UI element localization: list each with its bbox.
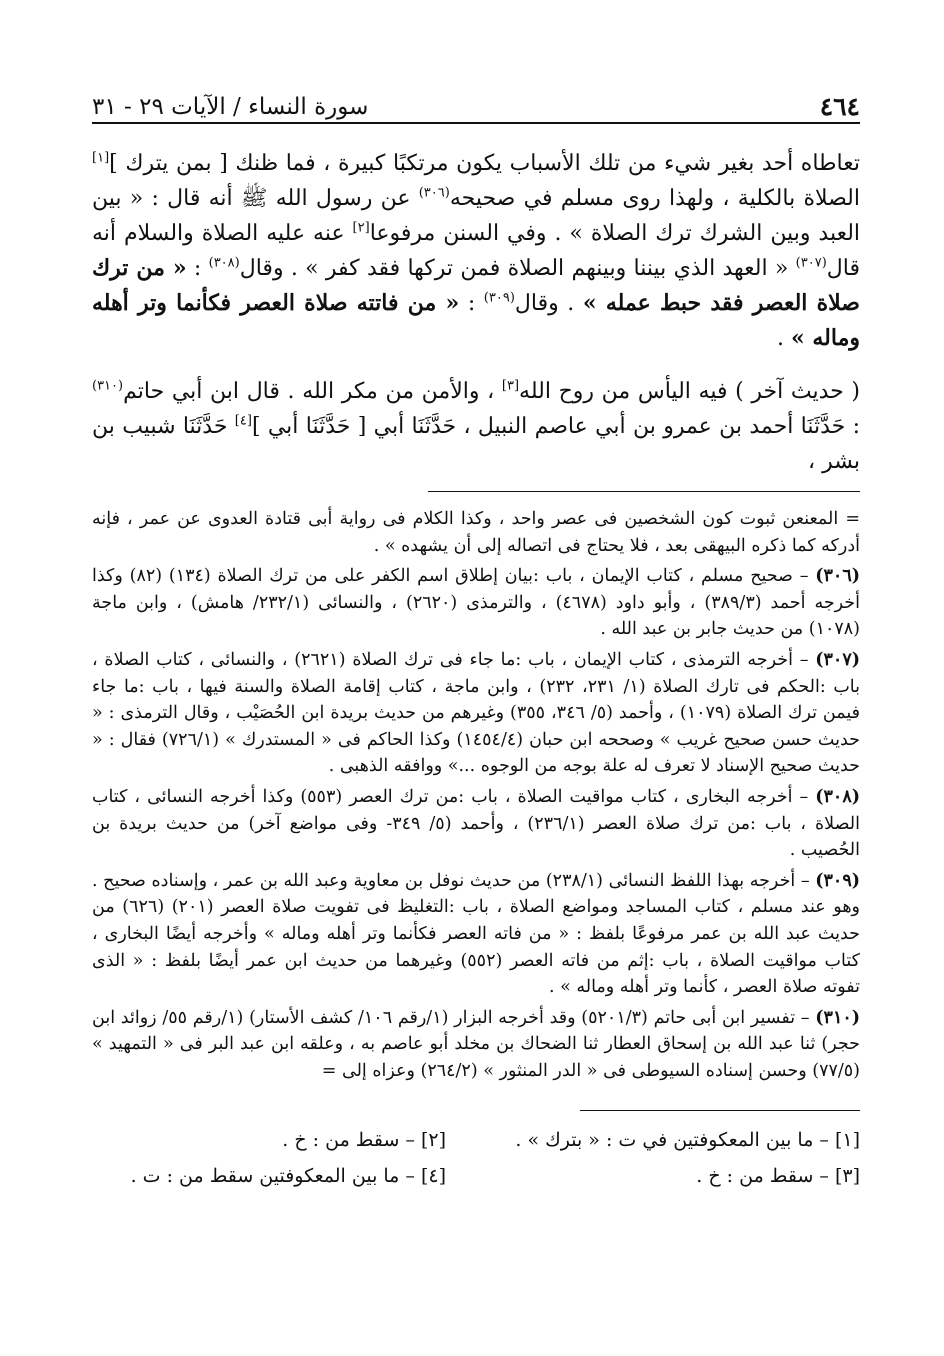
footnotes: [92, 506, 860, 1084]
book-page: [92, 88, 860, 1191]
bold-hadith: « من ترك صلاة العصر فقد حبط عمله »: [92, 255, 860, 316]
footnote-306: [92, 563, 860, 643]
footnote-marker: (٣٠٩): [483, 290, 515, 306]
text-run: تعاطاه أحد بغير شيء من تلك الأسباب يكون مرتكبًا كبيرة ، فما ظنك [ بمن يترك ]: [109, 151, 860, 176]
footnote-number: (٣٠٦): [815, 566, 860, 587]
edition-note-2: [٢] – سقط من : خ .: [282, 1129, 446, 1152]
footnotes-divider: [428, 491, 860, 492]
edition-note-marker: [٤]: [234, 413, 252, 429]
page-number: ٤٦٤: [819, 92, 860, 121]
text-run: الصلاة بالكلية ، ولهذا روى مسلم في صحيحه: [449, 186, 860, 211]
footnote-continuation: = المعنعن ثبوت كون الشخصين فى عصر واحد ، وكذا الكلام فى رواية أبى قتادة العدوى عن عمر ، فإنه أدركه كما ذكره البيهقى بعد ، فلا يحتاج فى اتصاله إلى أن يشهده » .: [92, 509, 860, 556]
edition-note-marker: [٣]: [501, 378, 520, 394]
footnote-text: – أخرجه الترمذى ، كتاب الإيمان ، باب :ما جاء فى ترك الصلاة (٢٦٢١) ، والنسائى ، كتاب الصلاة ، باب :الحكم فى تارك الصلاة (١/ ٢٣١، ٢٣٢) ، وابن ماجة ، كتاب إقامة الصلاة والسنة فيها ، باب :ما جاء فيمن ترك الصلاة (١٠٧٩) ، وأحمد (٥/ ٣٤٦، ٣٥٥) وغيرهم من حديث بريدة ابن الحُصَيْب ، وقال الترمذى : « حديث حسن صحيح غريب » وصححه ابن حبان (١٤٥٤/٤) وكذا الحاكم فى « المستدرك » (٧٢٦/١) فقال : « حديث صحيح الإسناد لا تعرف له علة بوجه من الوجوه ...» ووافقه الذهبى .: [92, 649, 860, 777]
text-run: .: [776, 326, 791, 351]
edition-notes-divider: [580, 1110, 860, 1111]
text-run: :: [459, 291, 484, 316]
text-run: : حَدَّثَنَا أحمد بن عمرو بن أبي عاصم النبيل ، حَدَّثَنَا أبي [ حَدَّثَنَا أبي ]: [251, 414, 860, 439]
bold-hadith: « من فاتته صلاة العصر فكأنما وتر أهله وماله »: [92, 290, 860, 351]
footnote-number: (٣٠٨): [815, 786, 861, 807]
footnote-marker: (٣٠٨): [208, 255, 240, 271]
edition-note-marker: [٢]: [352, 220, 370, 236]
text-run: « العهد الذي بيننا وبينهم الصلاة فمن تركها فقد كفر » . وقال: [239, 256, 796, 281]
text-run: حَدَّثَنَا شبيب بن بشر ،: [92, 414, 860, 474]
footnote-text: – أخرجه بهذا اللفظ النسائى (٢٣٨/١) من حديث نوفل بن معاوية وعبد الله بن عمر ، وإسناده صحيح . وهو عند مسلم ، كتاب المساجد ومواضع الصلاة ، باب :التغليظ فى تفويت صلاة العصر (٢٠١) (٦٢٦) من حديث عبد الله بن عمر مرفوعًا بلفظ : « من فاته العصر فكأنما وتر أهله وماله » وأخرجه أيضًا البخارى ، كتاب مواقيت الصلاة ، باب :إثم من فاته العصر (٥٥٢) وغيرهما من حديث ابن عمر أيضًا بلفظ : « الذى تفوته صلاة العصر ، كأنما وتر أهله وماله » .: [92, 870, 861, 998]
main-text: [92, 146, 860, 479]
footnote-309: [92, 868, 860, 1001]
edition-notes: [92, 1125, 860, 1191]
footnote-text: – أخرجه البخارى ، كتاب مواقيت الصلاة ، باب :من ترك العصر (٥٥٣) وكذا أخرجه النسائى ، كتاب الصلاة ، باب :من ترك صلاة العصر (٢٣٦/١) ، وأحمد (٥/ ٣٤٩- وفى مواضع آخر) من حديث بريدة بن الحُصيب .: [92, 786, 860, 861]
footnote-text: – تفسير ابن أبى حاتم (٥٢٠١/٣) وقد أخرجه البزار (١/رقم ١٠٦/ كشف الأستار) (١/رقم ٥٥/ زوائد ابن حجر) ثنا عبد الله بن إسحاق العطار ثنا الضحاك بن مخلد أبو عاصم به ، وعلقه ابن عبد البر فى « التمهيد » (٧٧/٥) وحسن إسناده السيوطى فى « الدر المنثور » (٢٦٤/٢) وعزاه إلى =: [92, 1007, 860, 1081]
main-paragraph-2: [92, 374, 860, 479]
footnote-number: (٣٠٩): [815, 870, 860, 891]
footnote-307: [92, 647, 860, 780]
edition-note-marker: [١]: [92, 150, 110, 166]
text-run: . وقال: [514, 291, 583, 316]
text-run: :: [186, 256, 209, 281]
text-run: ، والأمن من مكر الله . قال ابن أبي حاتم: [123, 379, 502, 404]
text-run: ( حديث آخر ) فيه اليأس من روح الله: [519, 379, 860, 404]
footnote-marker: (٣١٠): [92, 378, 124, 394]
sura-title: سورة النساء / الآيات ٢٩ - ٣١: [92, 94, 369, 120]
edition-note-1: [١] – ما بين المعكوفتين في ت : « بترك » .: [515, 1129, 860, 1152]
main-paragraph-1: [92, 146, 860, 356]
footnote-marker: (٣٠٧): [795, 255, 827, 271]
running-header: [92, 88, 860, 124]
footnote-310: [92, 1005, 860, 1085]
footnote-number: (٣٠٧): [815, 649, 860, 670]
text-run: عنه عليه الصلاة والسلام أنه قال: [92, 221, 860, 281]
footnote-number: (٣١٠): [815, 1007, 861, 1028]
text-run: عن رسول الله ﷺ أنه قال : « بين العبد وبين الشرك ترك الصلاة » . وفي السنن مرفوعا: [92, 186, 861, 246]
edition-note-4: [٤] – ما بين المعكوفتين سقط من : ت .: [130, 1165, 446, 1188]
footnote-text: – صحيح مسلم ، كتاب الإيمان ، باب :بيان إطلاق اسم الكفر على من ترك الصلاة (١٣٤) (٨٢) وكذا أخرجه أحمد (٣٨٩/٣) ، وأبو داود (٤٦٧٨) ، والترمذى (٢٦٢٠) ، والنسائى (٢٣٢/١/ هامش) ، وابن ماجة (١٠٧٨) من حديث جابر بن عبد الله .: [92, 566, 860, 640]
edition-note-3: [٣] – سقط من : خ .: [696, 1165, 860, 1188]
footnote-308: [92, 784, 860, 864]
footnote-marker: (٣٠٦): [418, 185, 450, 201]
